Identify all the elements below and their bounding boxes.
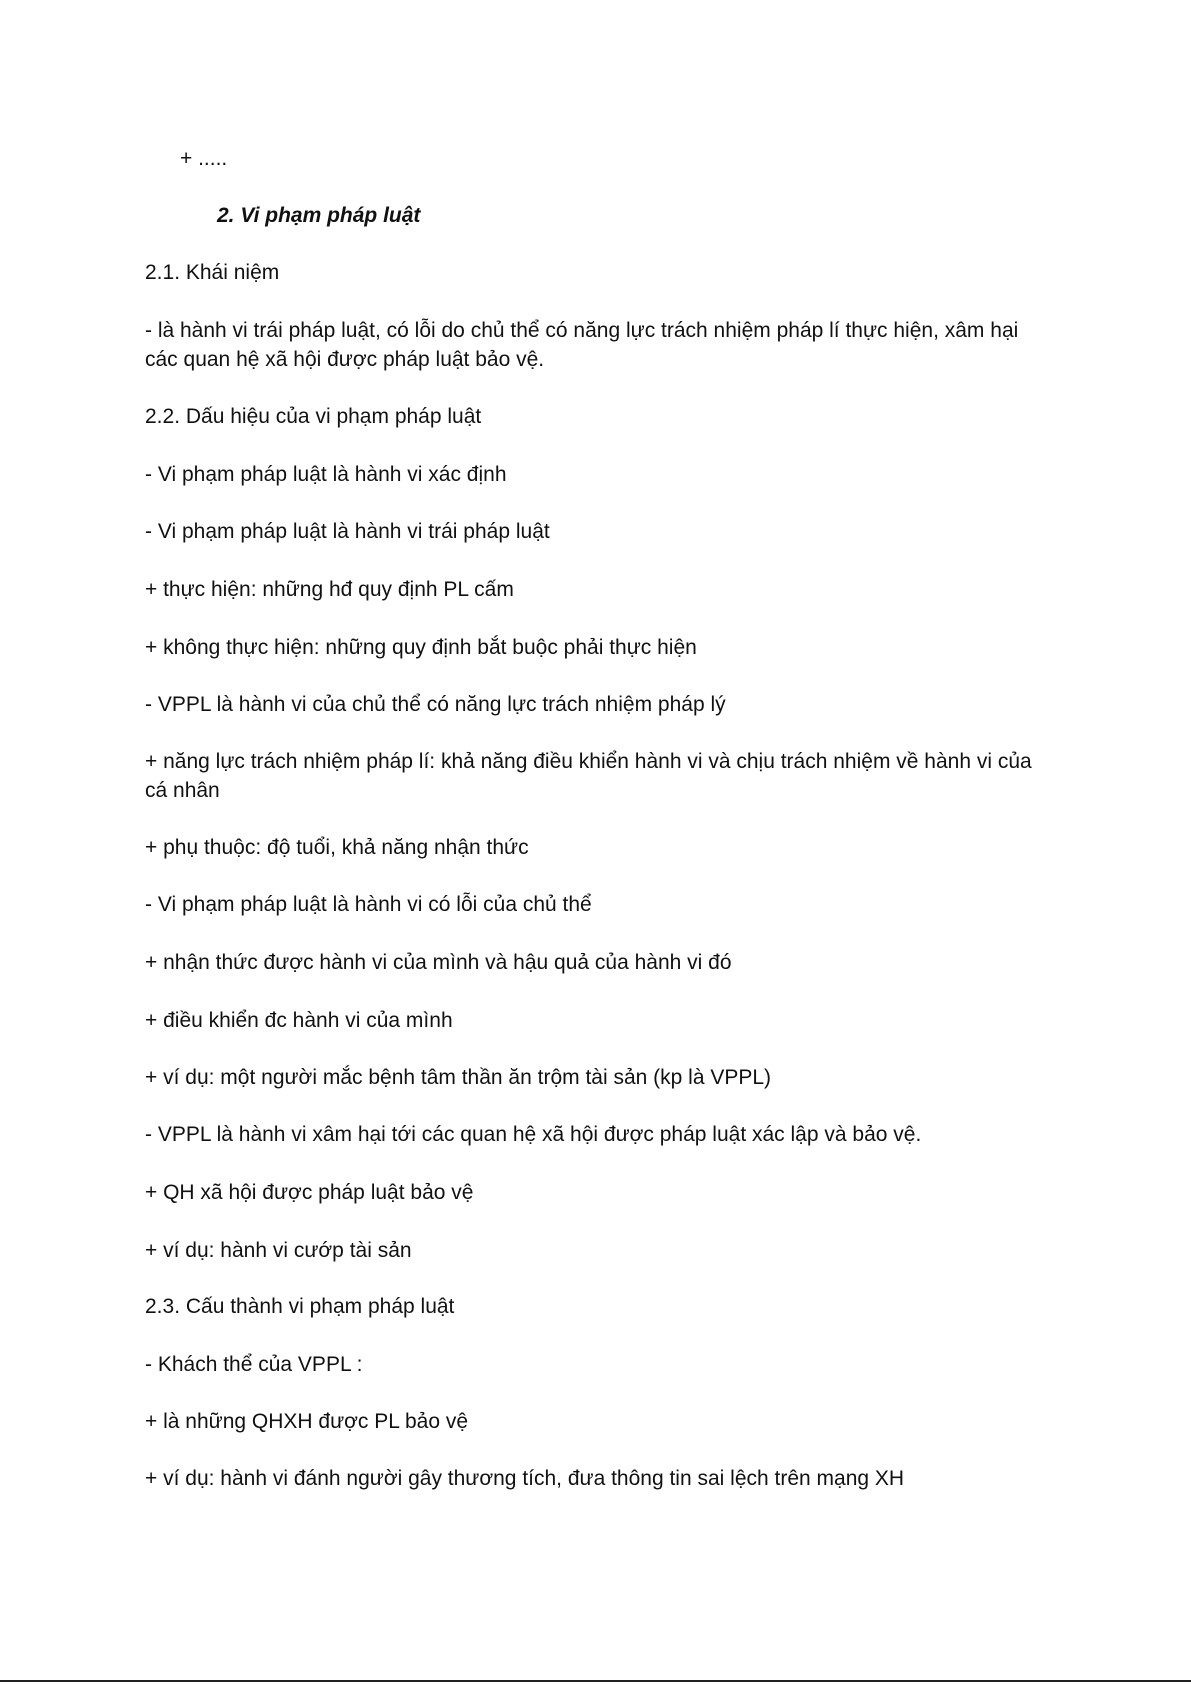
list-item: - Vi phạm pháp luật là hành vi xác định (145, 463, 507, 486)
list-item: + phụ thuộc: độ tuổi, khả năng nhận thức (145, 836, 529, 859)
list-item: + thực hiện: những hđ quy định PL cấm (145, 578, 514, 601)
list-continuation: + ..... (180, 147, 228, 170)
section-heading-vi-pham-phap-luat: 2. Vi phạm pháp luật (217, 204, 421, 227)
list-item: + năng lực trách nhiệm pháp lí: khả năng điều khiển hành vi và chịu trách nhiệm về hành vi của cá nhân (145, 750, 1032, 802)
subsection-heading-dau-hieu: 2.2. Dấu hiệu của vi phạm pháp luật (145, 405, 482, 428)
list-item: - Khách thể của VPPL : (145, 1353, 363, 1376)
list-item: + QH xã hội được pháp luật bảo vệ (145, 1181, 474, 1204)
list-item: + không thực hiện: những quy định bắt buộc phải thực hiện (145, 636, 697, 659)
definition-paragraph: - là hành vi trái pháp luật, có lỗi do chủ thể có năng lực trách nhiệm pháp lí thực hiện, xâm hại các quan hệ xã hội được pháp luật bảo vệ. (145, 319, 1019, 371)
list-item: - Vi phạm pháp luật là hành vi trái pháp luật (145, 520, 550, 543)
subsection-heading-khai-niem: 2.1. Khái niệm (145, 261, 280, 284)
list-item: + điều khiển đc hành vi của mình (145, 1009, 453, 1032)
list-item: + ví dụ: hành vi cướp tài sản (145, 1239, 412, 1262)
subsection-heading-cau-thanh: 2.3. Cấu thành vi phạm pháp luật (145, 1295, 455, 1318)
list-item: + là những QHXH được PL bảo vệ (145, 1410, 469, 1433)
list-item: + nhận thức được hành vi của mình và hậu quả của hành vi đó (145, 951, 732, 974)
list-item: - Vi phạm pháp luật là hành vi có lỗi của chủ thể (145, 893, 592, 916)
list-item: - VPPL là hành vi xâm hại tới các quan hệ xã hội được pháp luật xác lập và bảo vệ. (145, 1123, 922, 1146)
page-bottom-divider (0, 1680, 1191, 1682)
list-item: + ví dụ: hành vi đánh người gây thương tích, đưa thông tin sai lệch trên mạng XH (145, 1467, 905, 1490)
list-item: + ví dụ: một người mắc bệnh tâm thần ăn trộm tài sản (kp là VPPL) (145, 1066, 772, 1089)
list-item: - VPPL là hành vi của chủ thể có năng lực trách nhiệm pháp lý (145, 693, 726, 716)
